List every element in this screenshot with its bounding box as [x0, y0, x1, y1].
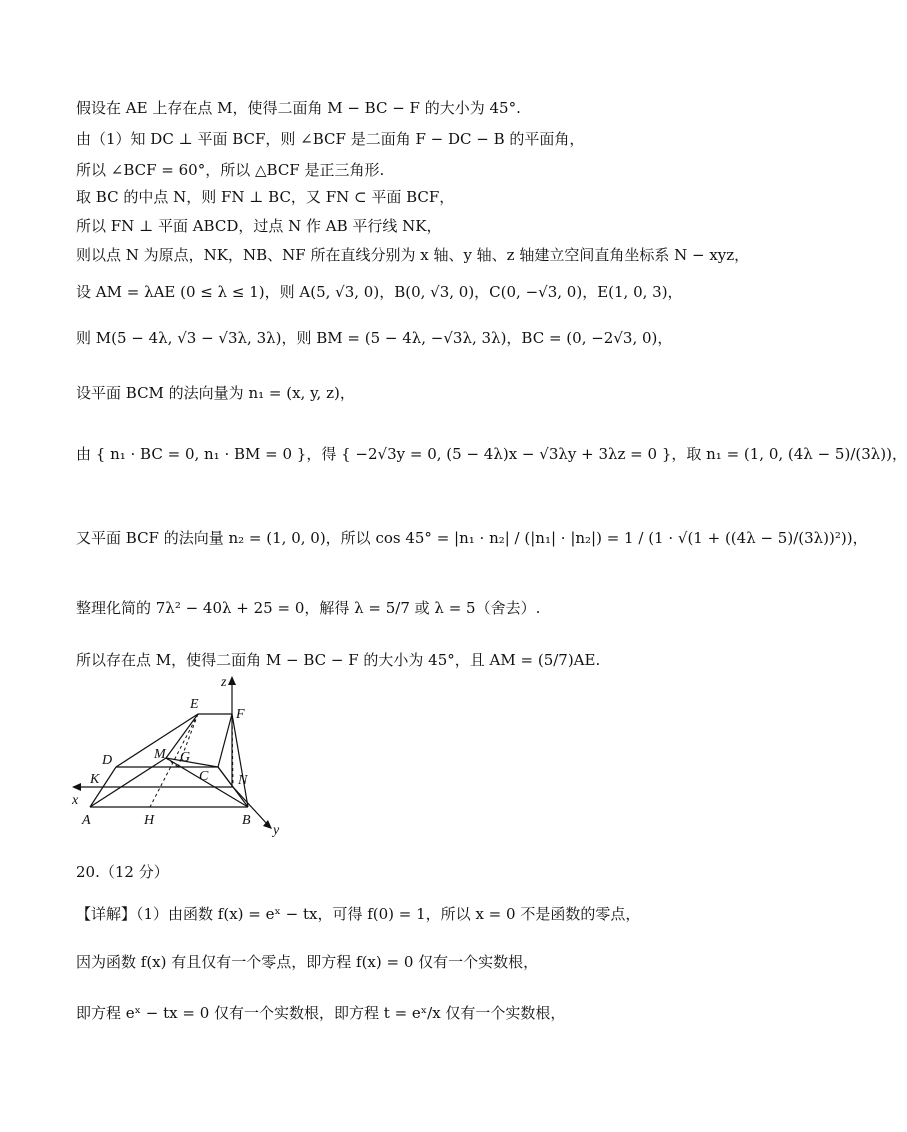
text-line-2: 由（1）知 DC ⊥ 平面 BCF，则 ∠BCF 是二面角 F − DC − B 的平面角， [76, 130, 585, 148]
label-E: E [190, 697, 199, 712]
text-line-9: 设平面 BCM 的法向量为 n₁ = (x, y, z)， [76, 384, 355, 402]
text-line-10: 由 { n₁ · BC = 0, n₁ · BM = 0 }，得 { −2√3y = 0, (5 − 4λ)x − √3λy + 3λz = 0 }，取 n₁ = (1, 0, (4λ − 5)/(3λ))， [76, 445, 907, 463]
label-G: G [180, 750, 191, 765]
label-z: z [221, 675, 227, 690]
text-line-4: 取 BC 的中点 N，则 FN ⊥ BC，又 FN ⊂ 平面 BCF， [76, 188, 455, 206]
label-F: F [236, 707, 245, 722]
section-line-1: 【详解】（1）由函数 f(x) = eˣ − tx，可得 f(0) = 1，所以 x = 0 不是函数的零点， [76, 905, 641, 923]
section-number: 20.（12 分） [76, 863, 169, 881]
text-line-1: 假设在 AE 上存在点 M，使得二面角 M − BC − F 的大小为 45°. [76, 99, 521, 117]
label-N: N [238, 773, 248, 788]
text-line-8: 则 M(5 − 4λ, √3 − √3λ, 3λ)，则 BM = (5 − 4λ, −√3λ, 3λ)，BC = (0, −2√3, 0)， [76, 329, 673, 347]
label-M: M [154, 747, 166, 762]
z-arrow [228, 676, 236, 685]
text-line-5: 所以 FN ⊥ 平面 ABCD，过点 N 作 AB 平行线 NK， [76, 217, 442, 235]
text-line-3: 所以 ∠BCF = 60°，所以 △BCF 是正三角形. [76, 161, 385, 179]
geometry-figure [68, 672, 298, 842]
text-line-6: 则以点 N 为原点，NK，NB、NF 所在直线分别为 x 轴、y 轴、z 轴建立空间直角坐标系 N − xyz， [76, 246, 750, 264]
label-B: B [242, 813, 251, 828]
edge-CN [218, 767, 233, 787]
text-line-11: 又平面 BCF 的法向量 n₂ = (1, 0, 0)，所以 cos 45° = |n₁ · n₂| / (|n₁| · |n₂|) = 1 / (1 · √(1 + ((4λ − 5)/(3λ))²))， [76, 529, 868, 547]
edge-FC [218, 714, 232, 767]
label-H: H [144, 813, 155, 828]
text-line-7: 设 AM = λAE (0 ≤ λ ≤ 1)，则 A(5, √3, 0)，B(0, √3, 0)，C(0, −√3, 0)，E(1, 0, 3)， [76, 283, 683, 301]
section-line-3: 即方程 eˣ − tx = 0 仅有一个实数根，即方程 t = eˣ/x 仅有一个实数根， [76, 1004, 566, 1022]
edge-FB [232, 714, 248, 807]
label-C: C [199, 769, 209, 784]
text-line-12: 整理化简的 7λ² − 40λ + 25 = 0，解得 λ = 5/7 或 λ = 5（舍去）. [76, 599, 541, 617]
label-x: x [72, 793, 79, 808]
text-line-13: 所以存在点 M，使得二面角 M − BC − F 的大小为 45°，且 AM = (5/7)AE. [76, 651, 601, 669]
label-D: D [102, 753, 113, 768]
label-A: A [82, 813, 91, 828]
section-line-2: 因为函数 f(x) 有且仅有一个零点，即方程 f(x) = 0 仅有一个实数根， [76, 953, 539, 971]
x-arrow [72, 783, 81, 791]
label-K: K [90, 772, 100, 787]
label-y: y [273, 823, 280, 838]
